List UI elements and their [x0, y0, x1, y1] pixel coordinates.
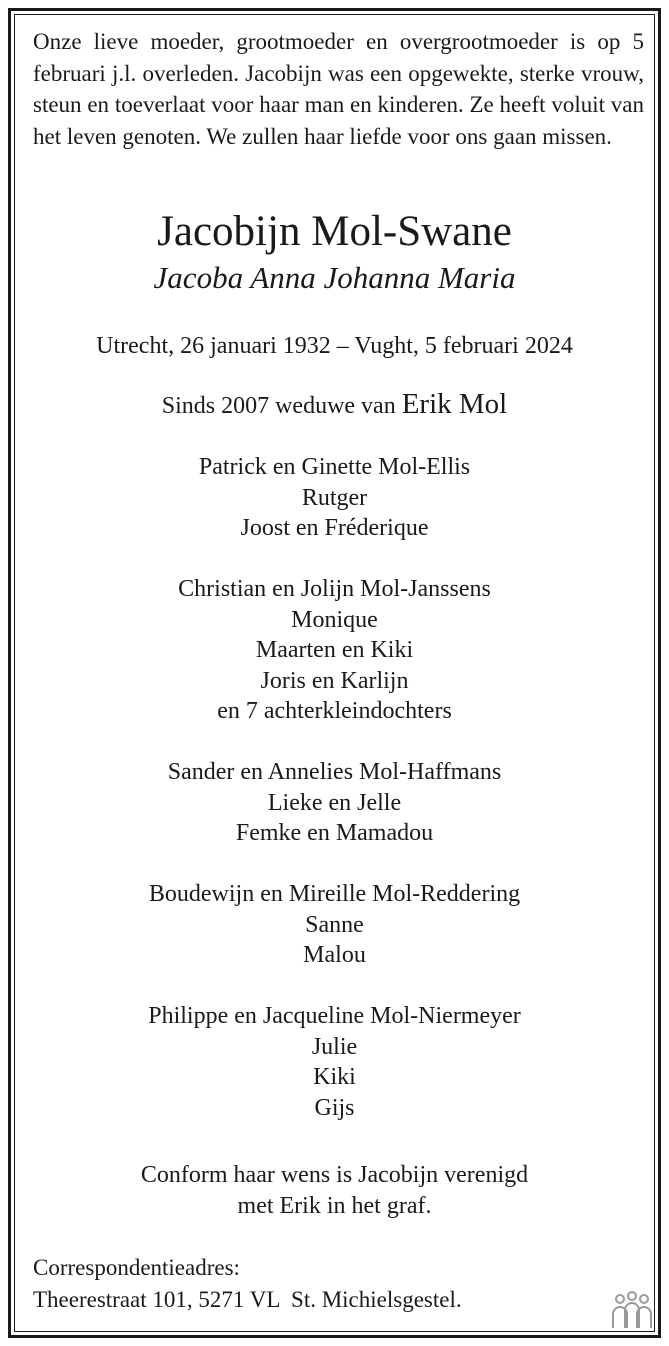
family-member: en 7 achterkleindochters [217, 698, 452, 724]
deceased-name: Jacobijn Mol-Swane [157, 208, 512, 255]
family-member: Kiki [313, 1064, 356, 1090]
widow-prefix: Sinds 2007 weduwe van [161, 393, 402, 419]
family-member: Joost en Fréderique [240, 515, 429, 541]
family-couple: Christian en Jolijn Mol-Janssens [178, 576, 491, 602]
family-list [14, 452, 655, 1154]
family-member: Joris en Karlijn [260, 667, 409, 694]
address-label: Correspondentieadres: [33, 1255, 240, 1280]
family-couple: Patrick en Ginette Mol-Ellis [198, 454, 471, 480]
family-member: Sanne [305, 911, 364, 938]
family-member: Gijs [314, 1094, 355, 1121]
family-couple: Philippe en Jacqueline Mol-Niermeyer [148, 1003, 521, 1029]
family-member: Femke en Mamadou [235, 820, 434, 846]
family-couple: Sander en Annelies Mol-Haffmans [167, 759, 502, 785]
widow-line [14, 386, 655, 424]
family-member: Malou [303, 942, 366, 968]
family-group [14, 1001, 655, 1123]
husband-name: Erik Mol [401, 388, 508, 420]
wish-line: Conform haar wens is Jacobijn verenigd [140, 1162, 529, 1188]
family-member: Maarten en Kiki [255, 637, 414, 663]
family-member: Lieke en Jelle [267, 789, 402, 816]
address-line: Theerestraat 101, 5271 VL St. Michielsgestel. [33, 1286, 462, 1312]
family-group [14, 879, 655, 971]
wish-line: met Erik in het graf. [237, 1192, 432, 1219]
family-group [14, 757, 655, 849]
wish-text [14, 1160, 655, 1221]
family-member: Rutger [301, 484, 368, 511]
family-logo-icon [607, 1290, 657, 1330]
family-group [14, 452, 655, 544]
family-member: Julie [311, 1033, 358, 1060]
deceased-given-names: Jacoba Anna Johanna Maria [153, 260, 516, 295]
family-group [14, 574, 655, 727]
intro-text: Onze lieve moeder, grootmoeder en overgrootmoeder is op 5 februari j.l. overleden. Jacobijn was een opgewekte, sterke vrouw, steun en toeverlaat voor haar man en kinderen. Ze heeft voluit van het leven genoten. We zullen haar liefde voor ons gaan missen. [33, 29, 644, 149]
correspondence-address [33, 1252, 462, 1315]
birth-death-dates: Utrecht, 26 januari 1932 – Vught, 5 februari 2024 [96, 333, 573, 359]
family-member: Monique [291, 606, 378, 633]
family-couple: Boudewijn en Mireille Mol-Reddering [148, 881, 521, 907]
